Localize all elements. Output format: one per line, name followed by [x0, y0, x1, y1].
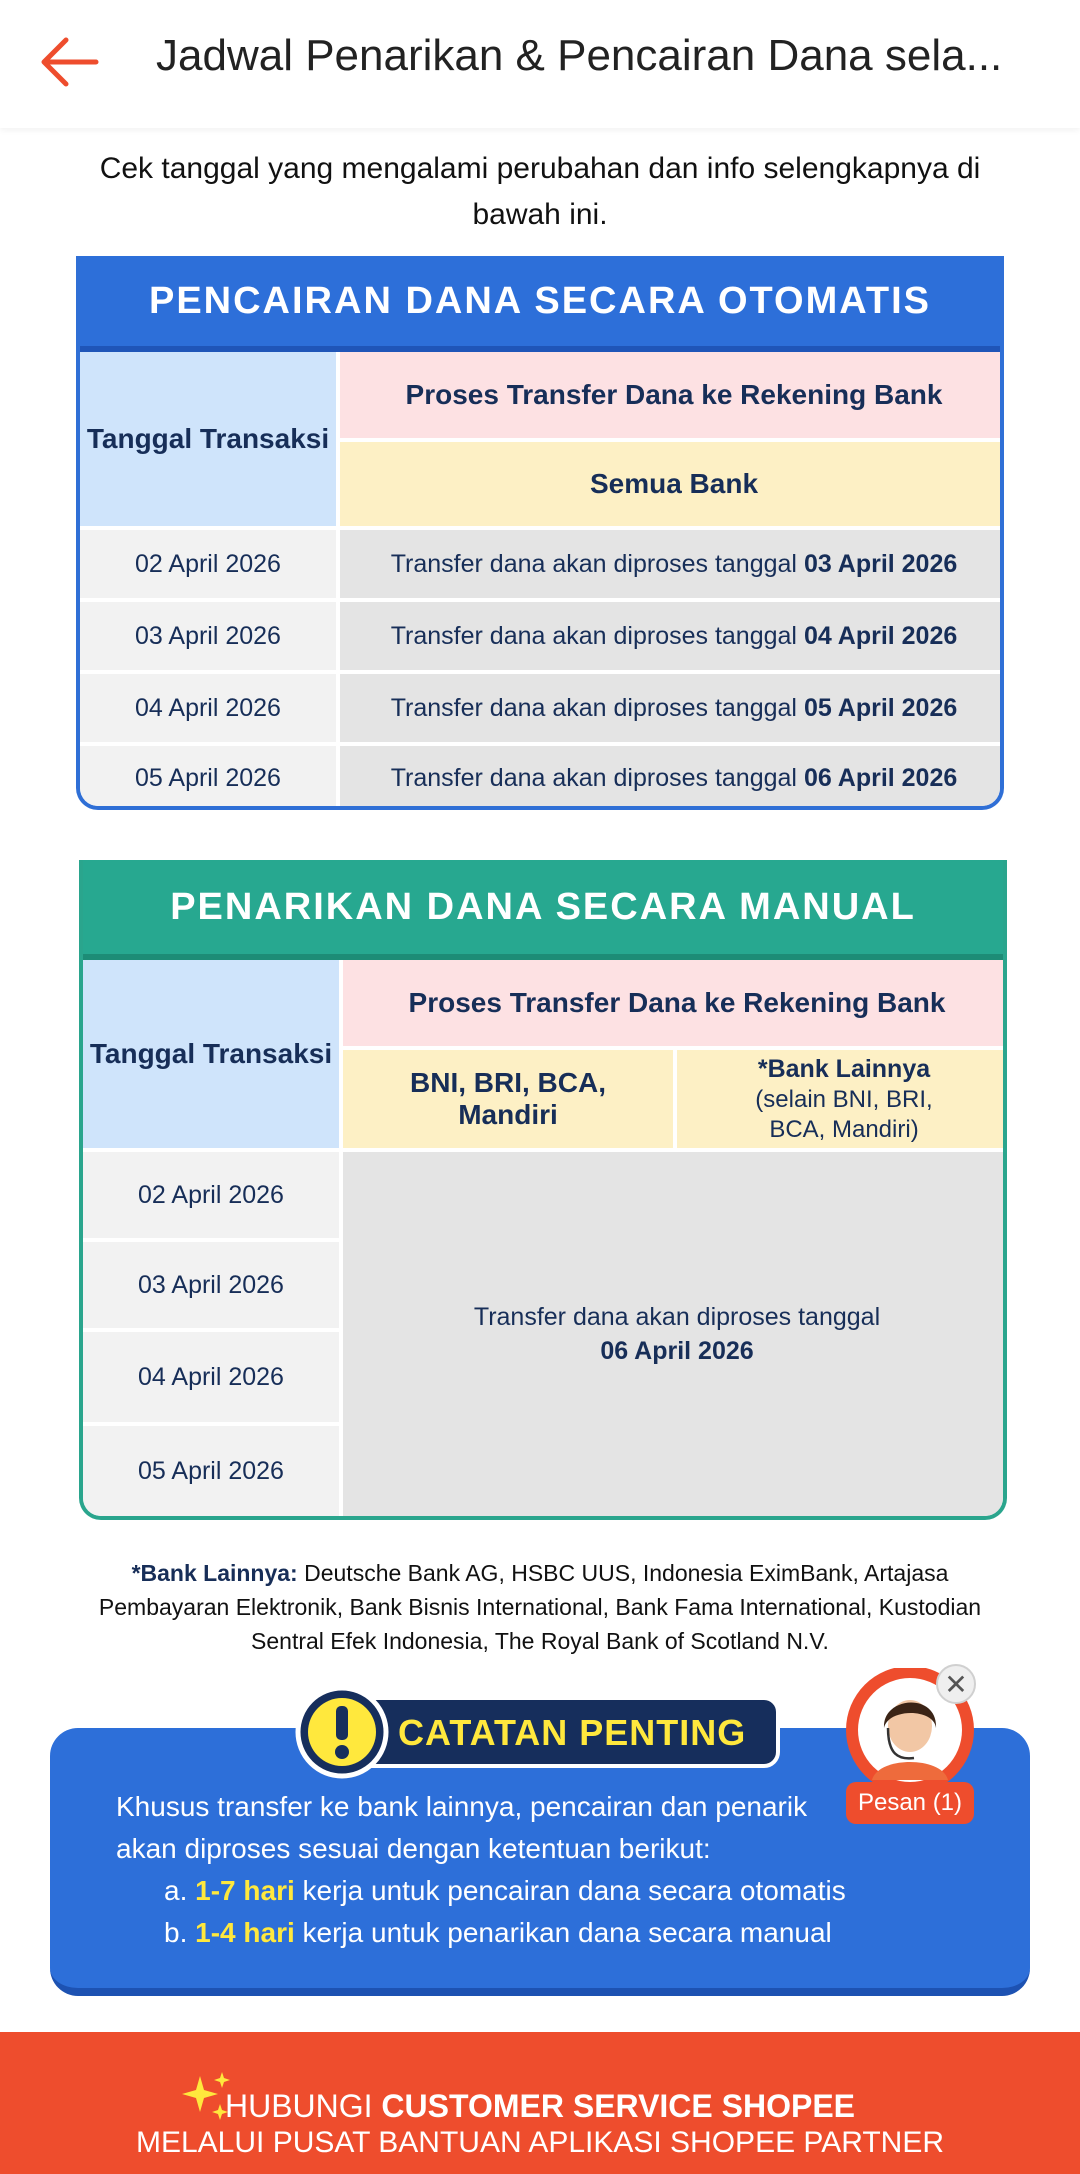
col-header-other-banks	[677, 1050, 1007, 1148]
merged-transfer-text: Transfer dana akan diproses tanggal	[473, 1303, 881, 1331]
row-date: 03 April 2026	[80, 602, 336, 670]
row-transfer: Transfer dana akan diproses tanggal 03 April 2026	[340, 530, 1004, 598]
contact-line-2: MELALUI PUSAT BANTUAN APLIKASI SHOPEE PARTNER	[135, 2126, 945, 2159]
manual-table-banner: PENARIKAN DANA SECARA MANUAL	[83, 860, 1003, 960]
app-bar	[0, 0, 1080, 128]
col-header-process: Proses Transfer Dana ke Rekening Bank	[340, 352, 1004, 438]
merged-transfer-date: 06 April 2026	[600, 1337, 754, 1365]
col-header-process: Proses Transfer Dana ke Rekening Bank	[343, 960, 1007, 1046]
chat-close-button[interactable]: ✕	[936, 1664, 976, 1704]
col-header-big-banks: BNI, BRI, BCA, Mandiri	[343, 1050, 673, 1148]
contact-line-1: HUBUNGI CUSTOMER SERVICE SHOPEE	[224, 2088, 856, 2124]
intro-text: Cek tanggal yang mengalami perubahan dan info selengkapnya di bawah ini.	[99, 152, 981, 231]
other-banks-footnote: *Bank Lainnya: Deutsche Bank AG, HSBC UUS, Indonesia EximBank, Artajasa Pembayaran Elektronik, Bank Bisnis International, Bank Fama International, Kustodian Sentral Efek Indonesia, The Royal Bank of Scotland N.V.	[98, 1560, 982, 1654]
row-date: 04 April 2026	[80, 674, 336, 742]
back-arrow-icon[interactable]	[34, 26, 106, 98]
row-transfer: Transfer dana akan diproses tanggal 05 April 2026	[340, 674, 1004, 742]
row-date: 05 April 2026	[83, 1426, 339, 1516]
row-date: 04 April 2026	[83, 1332, 339, 1422]
row-date: 02 April 2026	[80, 530, 336, 598]
other-banks-sub: (selain BNI, BRI, BCA, Mandiri)	[755, 1086, 933, 1143]
col-header-date: Tanggal Transaksi	[80, 352, 336, 526]
manual-withdrawal-table	[79, 860, 1007, 1520]
row-transfer: Transfer dana akan diproses tanggal 04 April 2026	[340, 602, 1004, 670]
important-note-badge	[294, 1684, 788, 1780]
auto-table-banner: PENCAIRAN DANA SECARA OTOMATIS	[80, 256, 1000, 352]
row-date: 05 April 2026	[80, 746, 336, 810]
col-header-all-bank: Semua Bank	[340, 442, 1004, 526]
auto-disbursement-table	[76, 256, 1004, 810]
important-note-text: Khusus transfer ke bank lainnya, pencairan dan penarik akan diproses sesuai dengan ketentuan berikut: a. 1-7 hari kerja untuk pencairan dana secara otomatis b. 1-4 hari kerja untuk penarikan dana secara manual	[116, 1791, 846, 1948]
chat-message-badge[interactable]: Pesan (1)	[846, 1782, 974, 1824]
merged-transfer-cell	[343, 1152, 1007, 1516]
col-header-date: Tanggal Transaksi	[83, 960, 339, 1148]
page-title: Jadwal Penarikan & Pencairan Dana sela...	[156, 31, 1003, 80]
row-date: 03 April 2026	[83, 1242, 339, 1328]
row-date: 02 April 2026	[83, 1152, 339, 1238]
important-note-title: CATATAN PENTING	[398, 1712, 747, 1753]
row-transfer: Transfer dana akan diproses tanggal 06 April 2026	[340, 746, 1004, 810]
other-banks-title: *Bank Lainnya	[757, 1055, 931, 1083]
